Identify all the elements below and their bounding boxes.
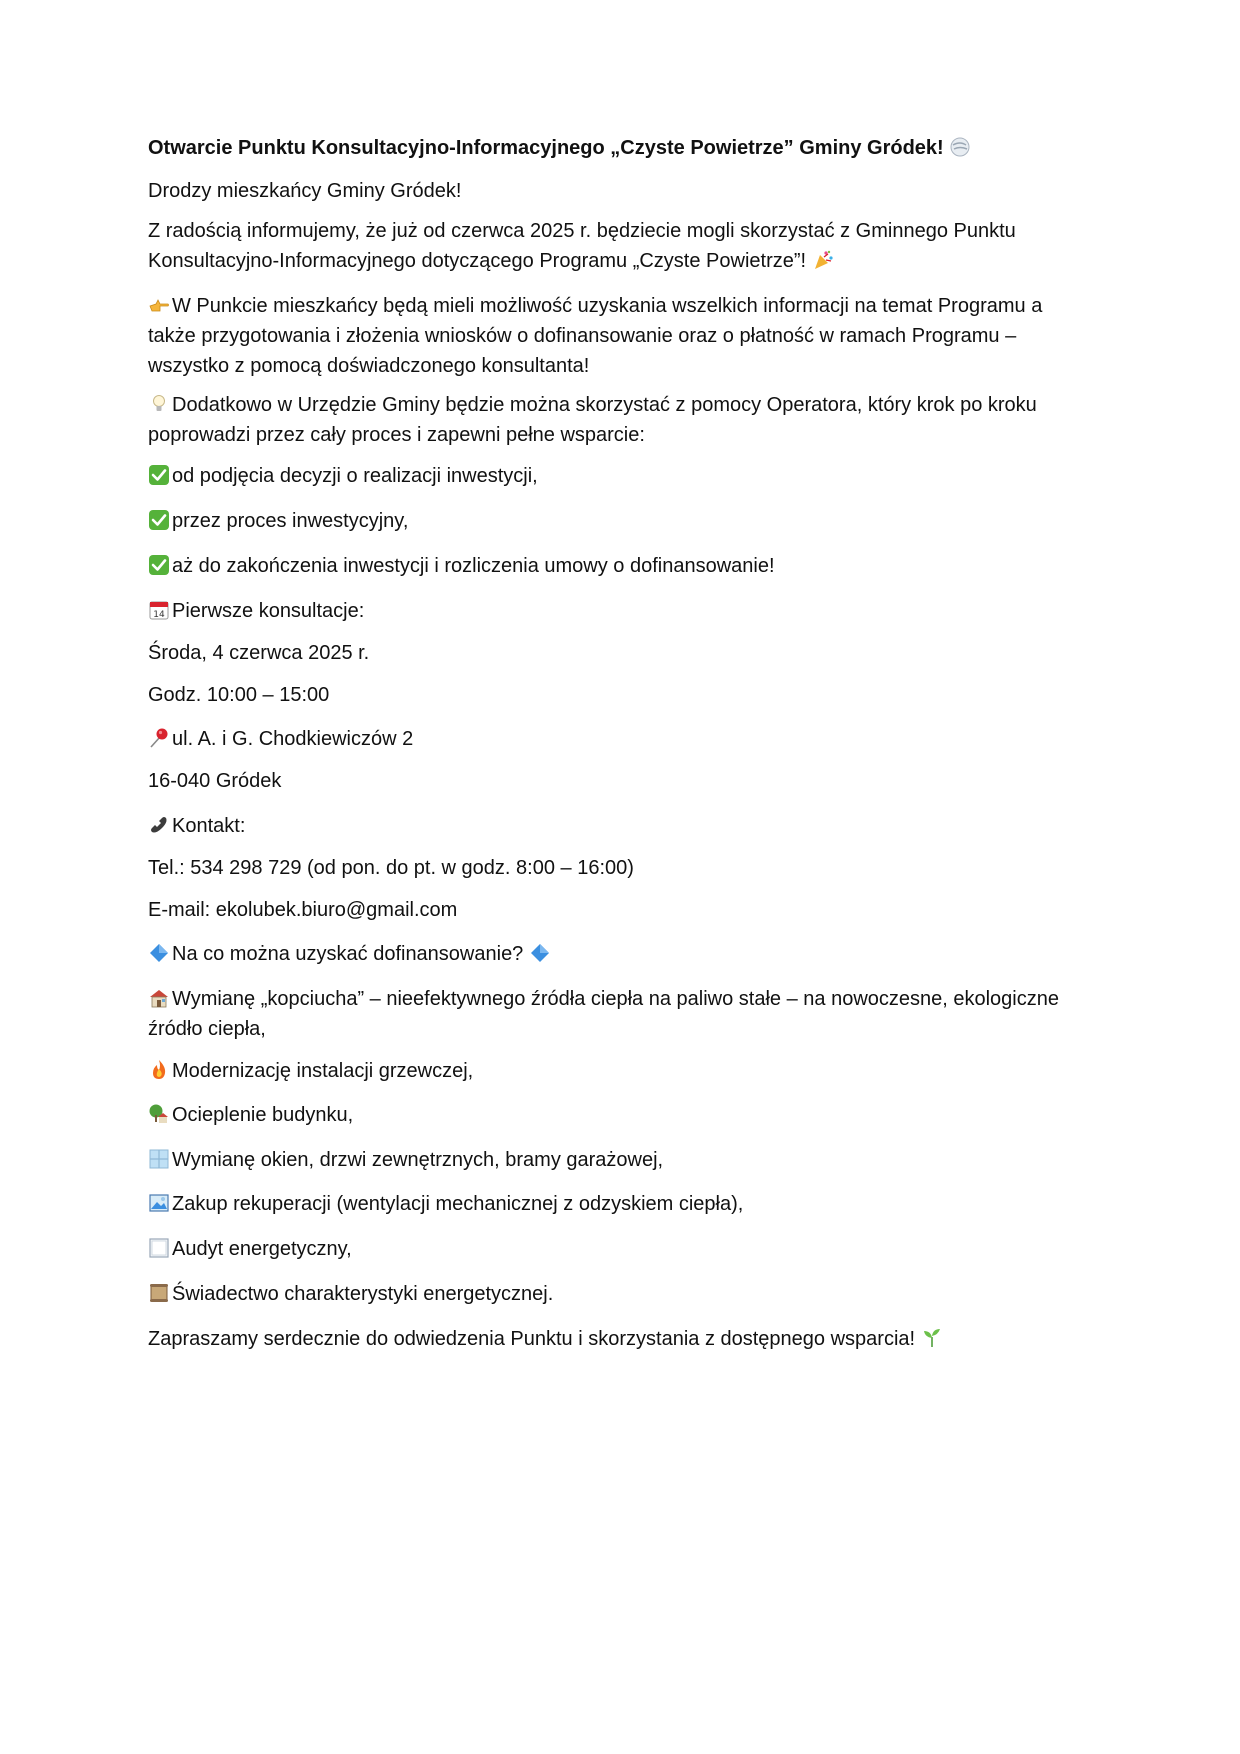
certificate-icon xyxy=(148,1282,170,1304)
intro-paragraph xyxy=(148,216,1078,276)
pointing-hand-icon xyxy=(148,294,170,316)
clipboard-icon xyxy=(148,1237,170,1259)
funding-item-text: Ocieplenie budynku, xyxy=(172,1104,354,1126)
address-street xyxy=(148,724,1098,754)
blue-diamond-icon xyxy=(148,942,170,964)
contact-heading xyxy=(148,811,1098,841)
funding-item-text: Świadectwo charakterystyki energetycznej. xyxy=(172,1283,554,1305)
consultations-hours: Godz. 10:00 – 15:00 xyxy=(148,684,330,706)
house-with-garden-icon xyxy=(148,1103,170,1125)
consultations-heading xyxy=(148,596,1098,626)
funding-heading xyxy=(148,939,1098,969)
support-step xyxy=(148,506,1098,536)
support-step-text: od podjęcia decyzji o realizacji inwestycji, xyxy=(172,465,538,487)
funding-item xyxy=(148,1234,1098,1264)
blue-diamond-icon xyxy=(529,942,551,964)
operator-info-text: Dodatkowo w Urzędzie Gminy będzie można skorzystać z pomocy Operatora, który krok po kroku poprowadzi przez cały proces i zapewni pełne wsparcie: xyxy=(148,394,1037,446)
derelict-house-icon xyxy=(148,987,170,1009)
funding-item xyxy=(148,1145,1098,1175)
wind-icon xyxy=(949,136,971,158)
funding-item xyxy=(148,1056,1098,1086)
support-step xyxy=(148,461,1098,491)
support-step-text: aż do zakończenia inwestycji i rozliczenia umowy o dofinansowanie! xyxy=(172,555,775,577)
check-mark-icon xyxy=(148,464,170,486)
closing-text: Zapraszamy serdecznie do odwiedzenia Punktu i skorzystania z dostępnego wsparcia! xyxy=(148,1328,916,1350)
greeting: Drodzy mieszkańcy Gminy Gródek! xyxy=(148,180,462,202)
pushpin-icon xyxy=(148,727,170,749)
document-title xyxy=(148,133,1098,163)
svg-text:14: 14 xyxy=(153,610,165,620)
contact-email[interactable]: E-mail: ekolubek.biuro@gmail.com xyxy=(148,899,458,921)
funding-item xyxy=(148,1189,1098,1219)
telephone-icon xyxy=(148,814,170,836)
closing-paragraph xyxy=(148,1324,1098,1354)
funding-item-text: Modernizację instalacji grzewczej, xyxy=(172,1060,474,1082)
funding-heading-text: Na co można uzyskać dofinansowanie? xyxy=(172,943,524,965)
funding-item xyxy=(148,1100,1098,1130)
funding-item xyxy=(148,1279,1098,1309)
calendar-icon xyxy=(148,599,170,621)
light-bulb-icon xyxy=(148,393,170,415)
contact-phone: Tel.: 534 298 729 (od pon. do pt. w godz. 8:00 – 16:00) xyxy=(148,857,634,879)
funding-item-text: Wymianę okien, drzwi zewnętrznych, bramy garażowej, xyxy=(172,1149,664,1171)
support-step-text: przez proces inwestycyjny, xyxy=(172,510,409,532)
support-step xyxy=(148,551,1098,581)
framed-picture-icon xyxy=(148,1192,170,1214)
funding-item-text: Zakup rekuperacji (wentylacji mechanicznej z odzyskiem ciepła), xyxy=(172,1193,744,1215)
check-mark-icon xyxy=(148,509,170,531)
address-street-text: ul. A. i G. Chodkiewiczów 2 xyxy=(172,728,414,750)
party-popper-icon xyxy=(812,249,834,271)
point-info-text: W Punkcie mieszkańcy będą mieli możliwość uzyskania wszelkich informacji na temat Programu a także przygotowania i złożenia wniosków o dofinansowanie oraz o płatność w ramach Programu – wszystko z pomocą doświadczonego konsultanta! xyxy=(148,295,1043,377)
address-city: 16-040 Gródek xyxy=(148,770,282,792)
check-mark-icon xyxy=(148,554,170,576)
seedling-icon xyxy=(921,1327,943,1349)
funding-item-text: Audyt energetyczny, xyxy=(172,1238,352,1260)
consultations-heading-text: Pierwsze konsultacje: xyxy=(172,600,365,622)
title-text: Otwarcie Punktu Konsultacyjno-Informacyjnego „Czyste Powietrze” Gminy Gródek! xyxy=(148,137,944,159)
window-icon xyxy=(148,1148,170,1170)
fire-icon xyxy=(148,1059,170,1081)
operator-info-paragraph xyxy=(148,390,1088,450)
funding-item-text: Wymianę „kopciucha” – nieefektywnego źródła ciepła na paliwo stałe – na nowoczesne, ekologiczne źródło ciepła, xyxy=(148,988,1059,1040)
funding-item xyxy=(148,984,1088,1044)
point-info-paragraph xyxy=(148,291,1088,381)
intro-text: Z radością informujemy, że już od czerwca 2025 r. będziecie mogli skorzystać z Gminnego Punktu Konsultacyjno-Informacyjnego dotyczącego Programu „Czyste Powietrze”! xyxy=(148,220,1016,272)
consultations-date: Środa, 4 czerwca 2025 r. xyxy=(148,642,370,664)
contact-heading-text: Kontakt: xyxy=(172,815,246,837)
